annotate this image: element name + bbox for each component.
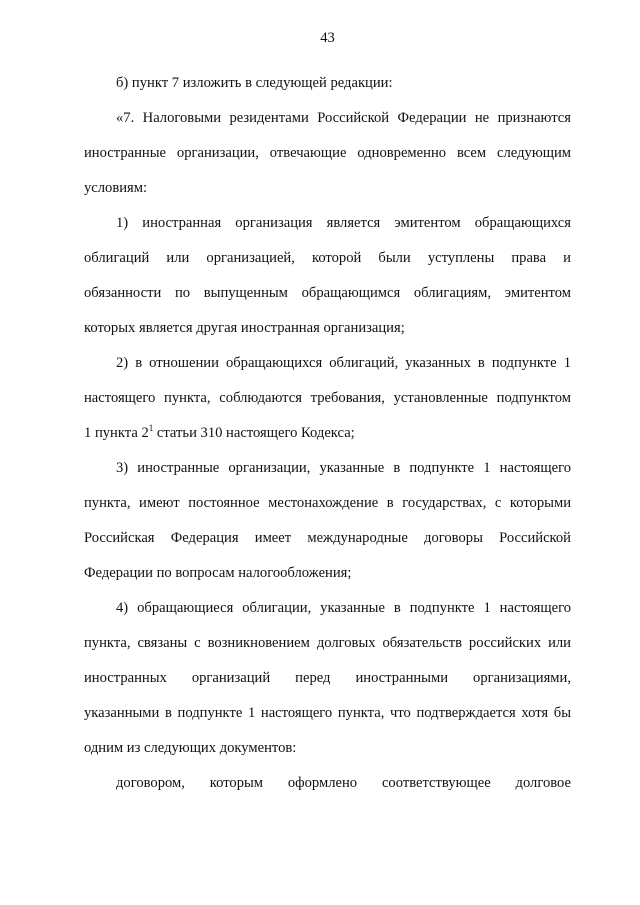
superscript: 1 — [148, 423, 154, 433]
paragraph-contract — [84, 766, 571, 801]
paragraph-line: 1) иностранная организация является эмитентом обращающихся — [116, 215, 571, 231]
paragraph-line: настоящего пункта, соблюдаются требования, установленные подпунктом — [84, 390, 571, 406]
paragraph-line: одним из следующих документов: — [84, 740, 297, 756]
paragraph-line: «7. Налоговыми резидентами Российской Федерации не признаются — [116, 110, 571, 126]
paragraph-b — [84, 66, 571, 101]
subparagraph-1 — [84, 206, 571, 346]
paragraph-line: условиям: — [84, 180, 148, 196]
paragraph-line: облигаций или организацией, которой были уступлены права и — [84, 250, 571, 266]
paragraph-line — [84, 416, 571, 451]
paragraph-line: которых является другая иностранная организация; — [84, 320, 405, 336]
subparagraph-2 — [84, 346, 571, 451]
paragraph-line: Российская Федерация имеет международные договоры Российской — [84, 530, 571, 546]
paragraph-line: обязанности по выпущенным обращающимся облигациям, эмитентом — [84, 285, 571, 301]
paragraph-line: договором, которым оформлено соответствующее долговое — [116, 775, 571, 791]
reference-text: 1 пункта 2 — [84, 425, 149, 441]
paragraph-line: указанными в подпункте 1 настоящего пункта, что подтверждается хотя бы — [84, 705, 571, 721]
paragraph-7 — [84, 101, 571, 206]
reference-text: статьи 310 настоящего Кодекса; — [153, 425, 355, 441]
paragraph-line: иностранные организации, отвечающие одновременно всем следующим — [84, 145, 571, 161]
page-number: 43 — [320, 30, 335, 46]
subparagraph-3 — [84, 451, 571, 591]
paragraph-line: пункта, связаны с возникновением долговых обязательств российских или — [84, 635, 571, 651]
paragraph-line: 4) обращающиеся облигации, указанные в подпункте 1 настоящего — [116, 600, 571, 616]
paragraph-line: Федерации по вопросам налогообложения; — [84, 565, 352, 581]
paragraph-line: б) пункт 7 изложить в следующей редакции: — [116, 75, 393, 91]
subparagraph-4 — [84, 591, 571, 766]
paragraph-line: 2) в отношении обращающихся облигаций, указанных в подпункте 1 — [116, 355, 571, 371]
paragraph-line: иностранных организаций перед иностранными организациями, — [84, 670, 571, 686]
paragraph-line: 3) иностранные организации, указанные в подпункте 1 настоящего — [116, 460, 571, 476]
paragraph-line: пункта, имеют постоянное местонахождение в государствах, с которыми — [84, 495, 571, 511]
